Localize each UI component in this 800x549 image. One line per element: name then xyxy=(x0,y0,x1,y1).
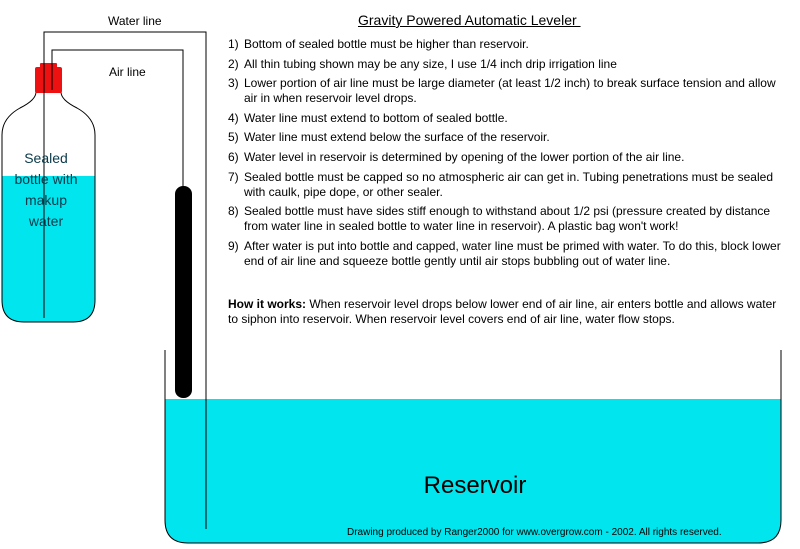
instruction-text: Lower portion of air line must be large diameter (at least 1/2 inch) to break surface tension and allow air in when reservoir level drops. xyxy=(244,76,776,106)
instruction-text: Sealed bottle must have sides stiff enough to withstand about 1/2 psi (pressure created by distance from water line in sealed bottle to water line in reservoir). A plastic bag won't work! xyxy=(244,204,771,234)
instruction-text: All thin tubing shown may be any size, I use 1/4 inch drip irrigation line xyxy=(244,56,617,71)
instruction-text: Water line must extend to bottom of sealed bottle. xyxy=(244,110,508,125)
instruction-number: 1) xyxy=(228,37,239,51)
instruction-item xyxy=(228,130,788,145)
instruction-item xyxy=(228,111,788,126)
instruction-number: 4) xyxy=(228,110,239,125)
instruction-number: 2) xyxy=(228,56,239,71)
how-it-works-heading: How it works: xyxy=(228,297,307,311)
bottle-label: Sealed bottle with makup water xyxy=(14,150,78,229)
instruction-item xyxy=(228,150,788,165)
instruction-item xyxy=(228,37,788,52)
instruction-number: 3) xyxy=(228,76,239,91)
credit-line: Drawing produced by Ranger2000 for www.overgrow.com - 2002. All rights reserved. xyxy=(347,527,722,538)
instruction-item xyxy=(228,204,788,234)
instruction-text: Sealed bottle must be capped so no atmospheric air can get in. Tubing penetrations must be sealed with caulk, pipe dope, or other sealer. xyxy=(244,169,773,199)
water-line-label: Water line xyxy=(108,14,162,28)
bottle-cap xyxy=(35,67,62,93)
instruction-item xyxy=(228,76,788,106)
instruction-number: 6) xyxy=(228,149,239,164)
diagram-title: Gravity Powered Automatic Leveler xyxy=(358,12,581,28)
instruction-text: Water level in reservoir is determined by opening of the lower portion of the air line. xyxy=(244,149,685,164)
reservoir-label: Reservoir xyxy=(423,472,527,499)
how-it-works-text: When reservoir level drops below lower end of air line, air enters bottle and allows water to siphon into reservoir. When reservoir level covers end of air line, water flow stops. xyxy=(228,297,777,326)
instruction-item xyxy=(228,170,788,200)
instruction-number: 5) xyxy=(228,130,239,145)
reservoir-water xyxy=(165,399,781,543)
air-line-lower-pipe xyxy=(175,186,192,398)
instruction-item xyxy=(228,239,788,269)
instruction-number: 7) xyxy=(228,169,239,184)
instruction-text: Bottom of sealed bottle must be higher than reservoir. xyxy=(244,37,529,51)
instruction-number: 9) xyxy=(228,238,239,253)
instruction-text: Water line must extend below the surface of the reservoir. xyxy=(244,130,550,145)
air-line-label: Air line xyxy=(109,65,146,79)
how-it-works xyxy=(228,297,778,327)
instruction-text: After water is put into bottle and capped, water line must be primed with water. To do this, block lower end of air line and squeeze bottle gently until air stops bubbling out of water line. xyxy=(244,238,781,268)
instruction-number: 8) xyxy=(228,204,239,219)
instruction-item xyxy=(228,57,788,72)
instruction-list xyxy=(228,37,788,273)
bottle-cap-top xyxy=(40,63,57,70)
